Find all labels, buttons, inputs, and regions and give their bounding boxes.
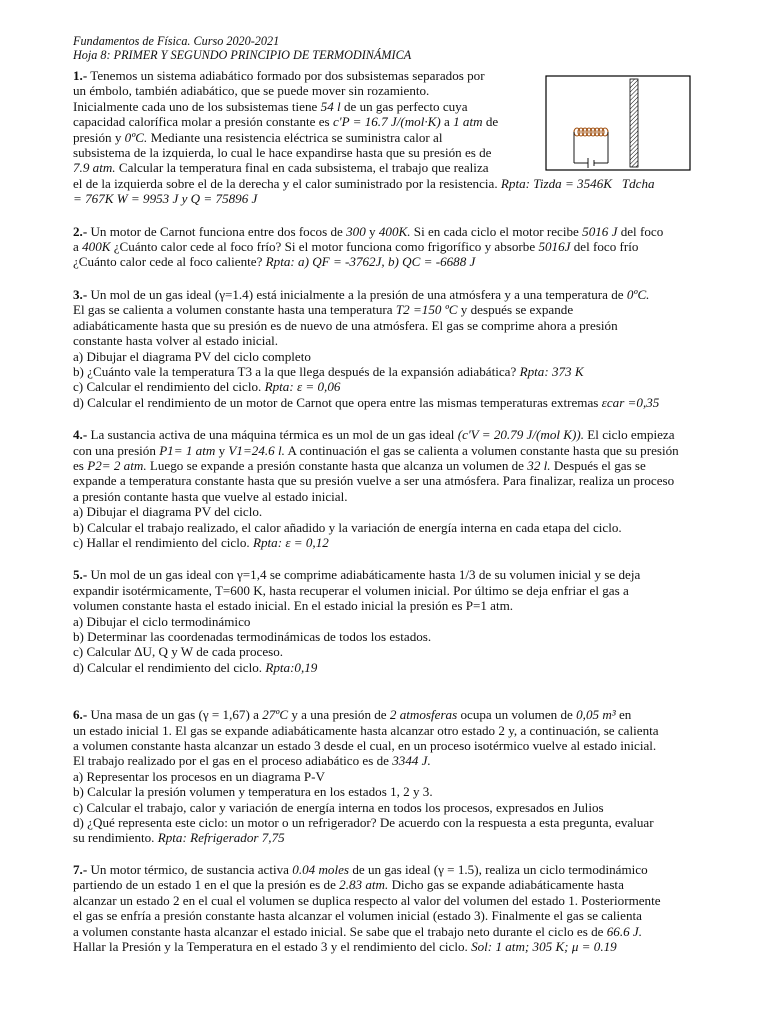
answer: Tdcha [621,175,655,191]
sheet-title: Hoja 8: PRIMER Y SEGUNDO PRINCIPIO DE TERMODINÁMICA [73,48,412,62]
problem-number: 5.- [73,567,88,583]
value: 32 l. [527,457,551,473]
text: del foco frío [573,239,639,255]
problem-number: 4.- [73,427,88,443]
value: 5016J [538,239,571,255]
problem-2 [73,224,696,270]
value: V1=24.6 l. [228,442,285,458]
text: de un gas perfecto cuya [343,98,468,114]
answer: Rpta: Tizda = 3546K [500,175,612,191]
problem-3 [73,287,696,410]
text: expandir isotérmicamente, T=600 K, hasta recuperar el volumen inicial. Por último se deja enfriar el gas a [73,582,629,598]
text: a volumen constante hasta alcanzar el estado inicial. Se sabe que el trabajo neto durante el ciclo es de [73,923,604,939]
question-b: b) Determinar las coordenadas termodinámicas de todos los estados. [73,629,432,644]
text: Un motor de Carnot funciona entre dos focos de [90,223,343,239]
text: de [485,114,499,130]
answer: Rpta: a) QF = -3762J, b) QC = -6688 J [265,254,476,270]
value: P1= 1 atm [159,442,216,458]
text: Una masa de un gas (γ = 1,67) a [90,707,259,723]
text: de un gas ideal (γ = 1.5), realiza un ciclo termodinámico [352,861,648,877]
text: alcanzar un estado 2 en el cual el volumen se duplica respecto al valor del volumen del estado 1. Posteriormente [73,892,661,908]
value: c'P = 16.7 J/(mol·K) [332,114,441,130]
question-d: d) ¿Qué representa este ciclo: un motor o un refrigerador? De acuerdo con la respuesta a esta pregunta, evaluar [73,815,654,831]
text: Un mol de un gas ideal (γ=1.4) está inicialmente a la presión de una atmósfera y a una temperatura de [90,286,624,302]
text: subsistema de la izquierda, lo cual le hace expandirse hasta que su presión es de [73,145,492,161]
answer: Sol: 1 atm; 305 K; μ = 0.19 [471,938,617,954]
course-header [73,34,696,62]
problem-7 [73,862,696,954]
problem-6 [73,707,696,846]
value: 66.6 J. [606,923,642,939]
value: 0.04 moles [292,861,350,877]
value: P2= 2 atm. [87,457,147,473]
text: y después se expande [460,302,574,318]
value: 0,05 m³ [576,707,616,723]
value: 2.83 atm. [339,877,389,893]
text: adiabáticamente hasta que su presión es de nuevo de una atmósfera. El gas se comprime ahora a presión [73,317,618,333]
text: El ciclo empieza [587,427,675,443]
answer: = 767K W = 9953 J y Q = 75896 J [73,191,258,207]
answer: εcar =0,35 [601,394,660,410]
problem-number: 7.- [73,861,88,877]
value: 5016 J [582,223,618,239]
question-a: a) Representar los procesos en un diagrama P-V [73,768,325,784]
question-a: a) Dibujar el diagrama PV del ciclo completo [73,348,311,364]
answer: Rpta: 373 K [519,363,584,379]
text: Inicialmente cada uno de los subsistemas tiene [73,98,318,114]
answer: Rpta: ε = 0,06 [264,379,341,395]
text: un estado inicial 1. El gas se expande adiabáticamente hasta alcanzar otro estado 2 y, a continuación, se calienta [73,722,659,738]
question-a: a) Dibujar el ciclo termodinámico [73,613,251,629]
text: Tenemos un sistema adiabático formado por dos subsistemas separados por [90,68,485,83]
text: Un mol de un gas ideal con γ=1,4 se comprime adiabáticamente hasta 1/3 de su volumen inicial y se deja [90,567,641,583]
text: del foco [620,223,664,239]
text: a [73,239,79,255]
text: y [218,442,226,458]
text: un émbolo, también adiabático, que se puede mover sin rozamiento. [73,83,430,99]
problem-number: 6.- [73,707,88,723]
course-title: Fundamentos de Física. Curso 2020-2021 [73,34,280,48]
question-b: b) Calcular la presión volumen y temperatura en los estados 1, 2 y 3. [73,784,433,800]
text: Luego se expande a presión constante hasta que alcanza un volumen de [149,457,524,473]
text: Mediante una resistencia eléctrica se suministra calor al [150,129,443,145]
value: 400K. [378,223,411,239]
question-c: c) Calcular el trabajo, calor y variación de energía interna en todos los procesos, expresados en Julios [73,799,604,815]
value: (c'V = 20.79 J/(mol K)). [457,427,585,443]
text: Después el gas se [553,457,646,473]
text: ¿Cuánto calor cede al foco frío? Si el motor funciona como frigorífico y absorbe [113,239,536,255]
text: expande a temperatura constante hasta que su presión vuelve a ser una atmósfera. Para finalizar, realiza un proceso [73,473,675,489]
text: constante hasta volver al estado inicial. [73,333,279,349]
text: en [618,707,632,723]
problem-1 [73,68,696,207]
text: el gas se enfría a presión constante hasta alcanzar el volumen inicial (estado 3). Finalmente el gas se calienta [73,908,642,924]
text: a volumen constante hasta alcanzar un estado 3 desde el cual, en un proceso isotérmico vuelve al estado inicial. [73,738,657,754]
value: 300 [346,223,366,239]
question-d: d) Calcular el rendimiento de un motor de Carnot que opera entre las mismas temperaturas extremas [73,394,599,410]
value: 2 atmosferas [389,707,458,723]
text: ¿Cuánto calor cede al foco caliente? [73,254,263,270]
text: el de la izquierda sobre el de la derecha y el calor suministrado por la resistencia. [73,175,498,191]
value: 0ºC. [124,129,148,145]
text: Dicho gas se expande adiabáticamente hasta [391,877,624,893]
text: El trabajo realizado por el gas en el proceso adiabático es de [73,753,389,769]
problem-5 [73,567,696,675]
text: ocupa un volumen de [460,707,573,723]
question-a: a) Dibujar el diagrama PV del ciclo. [73,504,263,520]
document-page [73,34,696,954]
text: Si en cada ciclo el motor recibe [413,223,579,239]
question-b: b) Calcular el trabajo realizado, el calor añadido y la variación de energía interna en cada etapa del ciclo. [73,519,622,535]
question-b: b) ¿Cuánto vale la temperatura T3 a la que llega después de la expansión adiabática? [73,363,517,379]
value: T2 =150 ºC [395,302,458,318]
text: y a una presión de [291,707,387,723]
value: 3344 J. [392,753,431,769]
text: A continuación el gas se calienta a volumen constante hasta que su presión [287,442,679,458]
question-c: c) Calcular el rendimiento del ciclo. [73,379,262,395]
value: 27ºC [262,707,289,723]
text: a [444,114,450,130]
text: su rendimiento. [73,830,155,846]
question-c: c) Calcular ΔU, Q y W de cada proceso. [73,644,284,660]
text: y [369,223,376,239]
text: partiendo de un estado 1 en el que la presión es de [73,877,336,893]
value: 54 l [320,98,341,114]
text: La sustancia activa de una máquina térmica es un mol de un gas ideal [90,427,455,443]
problem-number: 2.- [73,223,88,239]
text: Hallar la Presión y la Temperatura en el estado 3 y el rendimiento del ciclo. [73,938,468,954]
problem-number: 3.- [73,286,88,302]
text: capacidad calorífica molar a presión constante es [73,114,330,130]
answer: Rpta:0,19 [265,659,318,675]
text: volumen constante hasta el estado inicial. En el estado inicial la presión es P=1 atm. [73,598,514,614]
question-c: c) Hallar el rendimiento del ciclo. [73,534,250,550]
problem-4 [73,427,696,550]
value: 7.9 atm. [73,160,116,176]
text: presión y [73,129,122,145]
value: 0ºC. [626,286,650,302]
text: es [73,457,84,473]
answer: Rpta: Refrigerador 7,75 [157,830,285,846]
answer: Rpta: ε = 0,12 [252,534,329,550]
question-d: d) Calcular el rendimiento del ciclo. [73,659,263,675]
text: Calcular la temperatura final en cada subsistema, el trabajo que realiza [118,160,489,176]
value: 1 atm [453,114,483,130]
value: 400K [82,239,111,255]
text: El gas se calienta a volumen constante hasta una temperatura [73,302,393,318]
problem-number: 1.- [73,68,88,83]
text: Un motor térmico, de sustancia activa [90,861,289,877]
text: con una presión [73,442,156,458]
text: a presión contante hasta que vuelve al estado inicial. [73,488,348,504]
